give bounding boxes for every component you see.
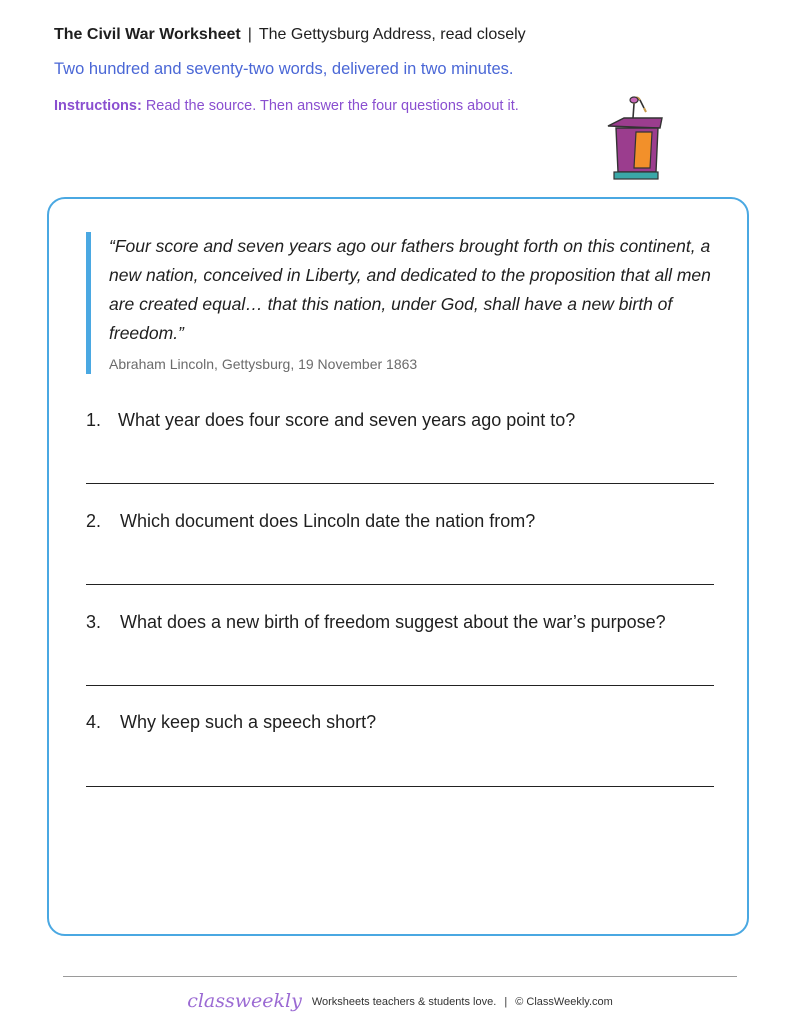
answer-line-4[interactable] xyxy=(86,786,714,787)
question-text: Which document does Lincoln date the nation from? xyxy=(120,511,536,531)
question-text: Why keep such a speech short? xyxy=(120,712,377,732)
instructions-text: Read the source. Then answer the four questions about it. xyxy=(145,98,519,114)
footer-separator: | xyxy=(504,996,508,1008)
worksheet-subtitle: Two hundred and seventy-two words, delivered in two minutes. xyxy=(54,60,514,78)
title-separator: | xyxy=(247,26,252,43)
worksheet-title xyxy=(54,26,526,44)
answer-line-1[interactable] xyxy=(86,483,714,484)
podium-icon xyxy=(604,94,668,182)
footer-copyright: © ClassWeekly.com xyxy=(515,996,613,1008)
worksheet-title-bold: The Civil War Worksheet xyxy=(54,26,241,43)
question-text: What does a new birth of freedom suggest about the war’s purpose? xyxy=(120,612,666,632)
brand-logo: classweekly xyxy=(187,990,302,1012)
source-attribution: Abraham Lincoln, Gettysburg, 19 November 1863 xyxy=(109,356,418,372)
worksheet-title-rest: The Gettysburg Address, read closely xyxy=(258,26,526,43)
question-number: 1. xyxy=(86,410,102,430)
source-quote: “Four score and seven years ago our fathers brought forth on this continent, a new nation, conceived in Liberty, and dedicated to the proposition that all men are created equal… that this nation, under God, shall have a new birth of freedom.” xyxy=(109,236,711,343)
answer-line-2[interactable] xyxy=(86,584,714,585)
question-number: 4. xyxy=(86,712,102,732)
instructions xyxy=(54,98,519,114)
footer xyxy=(0,990,800,1012)
question-4 xyxy=(86,712,716,733)
footer-divider xyxy=(63,976,737,977)
question-3 xyxy=(86,612,716,633)
answer-line-3[interactable] xyxy=(86,685,714,686)
question-2 xyxy=(86,511,716,532)
source-quote-block xyxy=(86,232,726,374)
question-number: 3. xyxy=(86,612,102,632)
footer-tagline: Worksheets teachers & students love. xyxy=(311,996,497,1008)
question-1 xyxy=(86,410,716,431)
question-text: What year does four score and seven years ago point to? xyxy=(118,410,576,430)
question-number: 2. xyxy=(86,511,102,531)
instructions-label: Instructions: xyxy=(54,98,142,114)
